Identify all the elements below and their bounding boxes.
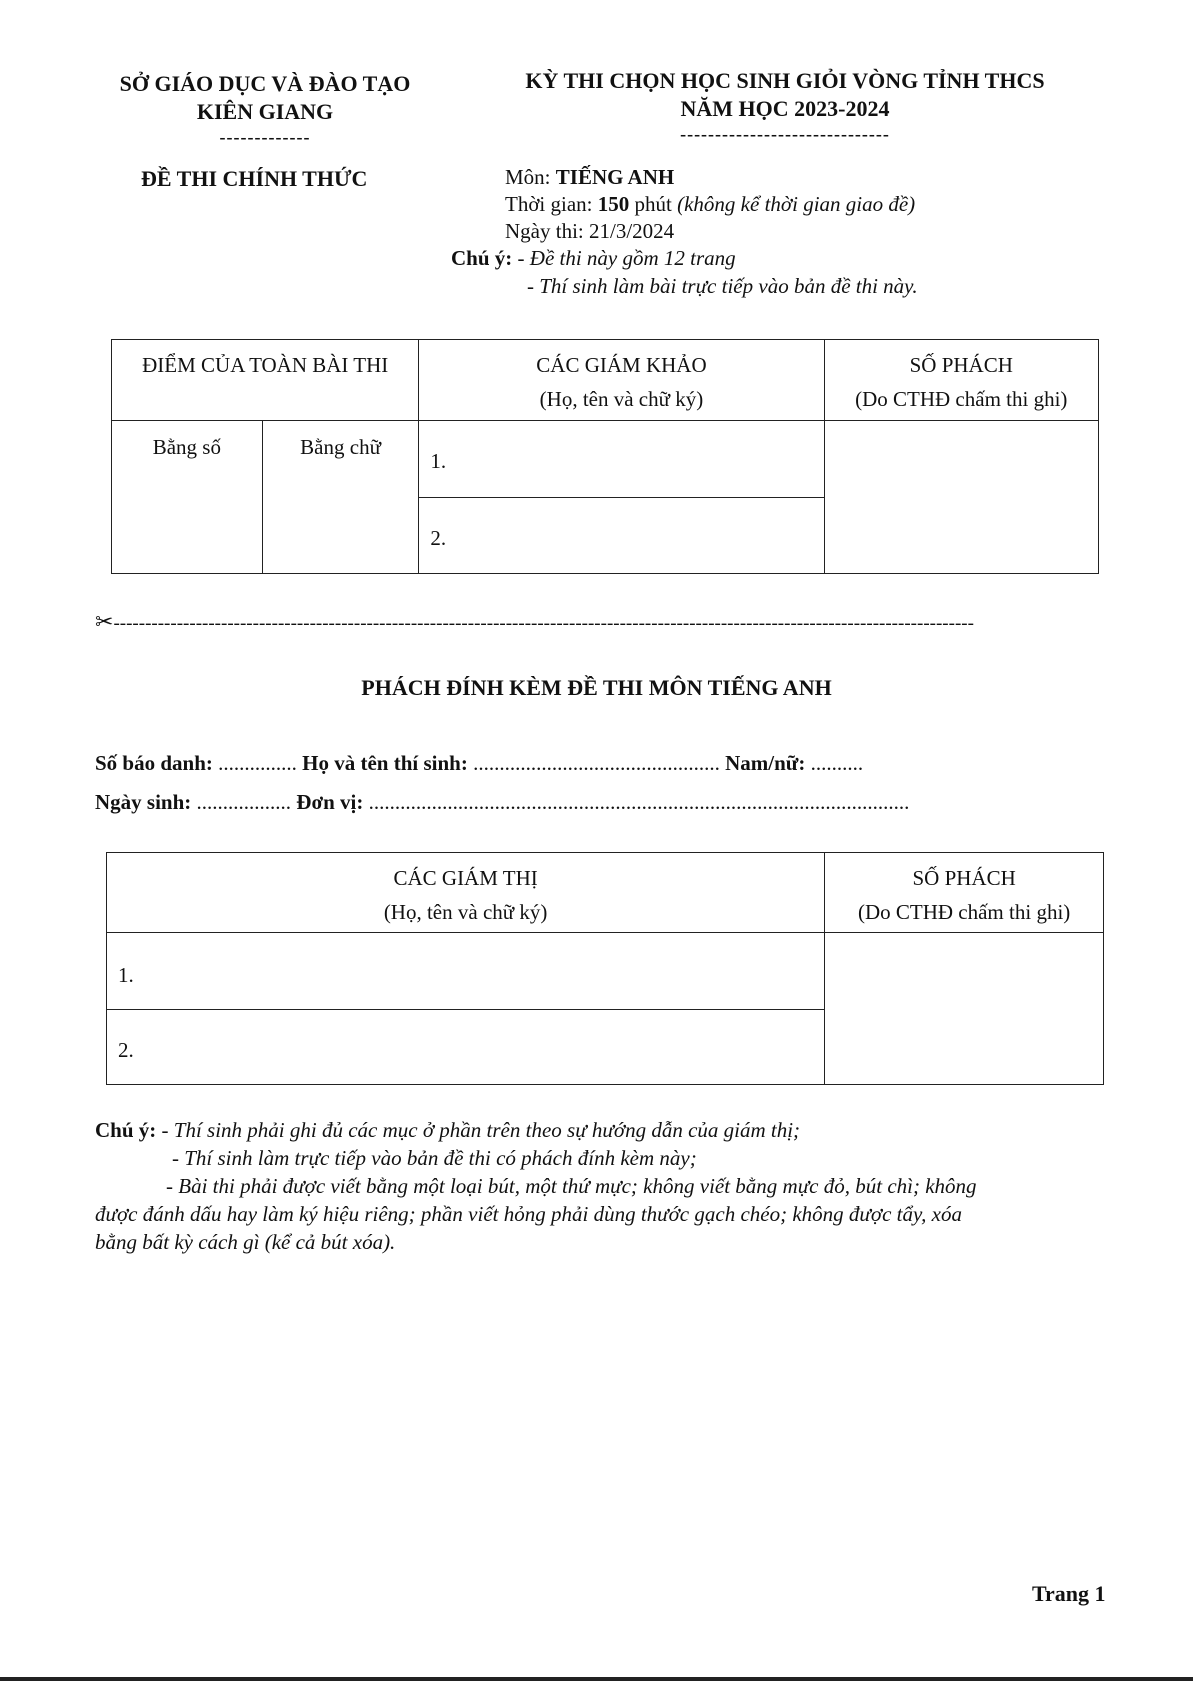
- scissors-icon: ✂: [95, 609, 114, 634]
- sbd-field[interactable]: ...............: [212, 751, 303, 775]
- gender-label: Nam/nữ:: [725, 751, 806, 775]
- score-number-cell[interactable]: Bằng số: [112, 421, 263, 574]
- exam-name: [470, 67, 1100, 143]
- official-exam-label: ĐỀ THI CHÍNH THỨC: [141, 166, 368, 191]
- cut-line: ✂----------------------------------------------------------------------------------------------------------------------------------------: [95, 609, 974, 634]
- score-words-cell[interactable]: Bằng chữ: [262, 421, 419, 574]
- time-value: 150: [597, 192, 630, 216]
- subject-value: TIẾNG ANH: [555, 165, 675, 189]
- footnote-line-3: - Bài thi phải được viết bằng một loại bút, một thứ mực; không viết bằng mực đỏ, bút chì; không: [166, 1174, 977, 1198]
- subject-line: Môn: TIẾNG ANH: [505, 165, 675, 189]
- time-note: (không kể thời gian giao đề): [677, 192, 916, 216]
- name-field[interactable]: ...............................................: [467, 751, 726, 775]
- exam-title-line2: NĂM HỌC 2023-2024: [680, 96, 890, 121]
- score-header: ĐIỂM CỦA TOÀN BÀI THI: [112, 340, 419, 421]
- examiner-2-cell[interactable]: 2.: [419, 498, 824, 574]
- dob-field[interactable]: ..................: [191, 790, 297, 814]
- attachment-title: PHÁCH ĐÍNH KÈM ĐỀ THI MÔN TIẾNG ANH: [361, 675, 832, 700]
- time-line: Thời gian: 150 phút (không kể thời gian giao đề): [505, 192, 916, 216]
- unit-field[interactable]: .......................................................................................................: [363, 790, 910, 814]
- dob-label: Ngày sinh:: [95, 790, 192, 814]
- candidate-info-row-1: [95, 751, 1115, 776]
- proctors-header: CÁC GIÁM THỊ (Họ, tên và chữ ký): [107, 853, 825, 933]
- code-header: SỐ PHÁCH (Do CTHĐ chấm thi ghi): [824, 340, 1098, 421]
- name-label: Họ và tên thí sinh:: [302, 751, 468, 775]
- candidate-info-row-2: [95, 790, 1115, 815]
- code-cell[interactable]: [824, 421, 1098, 574]
- date-line: Ngày thi: 21/3/2024: [505, 219, 675, 243]
- department-line1: SỞ GIÁO DỤC VÀ ĐÀO TẠO: [119, 71, 411, 96]
- date-value: 21/3/2024: [589, 219, 675, 243]
- proctor-code-cell[interactable]: [825, 933, 1104, 1085]
- exam-title-line1: KỲ THI CHỌN HỌC SINH GIỎI VÒNG TỈNH THCS: [525, 68, 1045, 93]
- department-name: [95, 70, 435, 146]
- proctor-1-cell[interactable]: 1.: [107, 933, 825, 1010]
- gender-field[interactable]: ..........: [805, 751, 864, 775]
- exam-note-1: Chú ý: - Đề thi này gồm 12 trang: [451, 246, 736, 270]
- footnote-line-2: - Thí sinh làm trực tiếp vào bản đề thi có phách đính kèm này;: [172, 1146, 697, 1170]
- examiners-header: CÁC GIÁM KHẢO (Họ, tên và chữ ký): [419, 340, 824, 421]
- exam-note-2: - Thí sinh làm bài trực tiếp vào bản đề thi này.: [527, 274, 918, 298]
- department-line2: KIÊN GIANG: [196, 99, 334, 124]
- department-rule: -------------: [219, 127, 311, 147]
- page-number: Trang 1: [1032, 1581, 1106, 1606]
- footnote-line-1: Chú ý: - Thí sinh phải ghi đủ các mục ở phần trên theo sự hướng dẫn của giám thị;: [95, 1118, 801, 1142]
- proctor-2-cell[interactable]: 2.: [107, 1010, 825, 1085]
- examiner-1-cell[interactable]: 1.: [419, 421, 824, 498]
- score-table: [111, 339, 1099, 574]
- footnote-line-5: bằng bất kỳ cách gì (kể cả bút xóa).: [95, 1230, 396, 1254]
- footnote-line-4: được đánh dấu hay làm ký hiệu riêng; phần viết hỏng phải dùng thước gạch chéo; không được tẩy, xóa: [95, 1202, 962, 1226]
- proctor-table: [106, 852, 1104, 1085]
- bottom-border: [0, 1677, 1193, 1681]
- proctor-code-header: SỐ PHÁCH (Do CTHĐ chấm thi ghi): [825, 853, 1104, 933]
- footnote-label: Chú ý:: [95, 1118, 162, 1142]
- exam-title-rule: ------------------------------: [680, 124, 890, 144]
- unit-label: Đơn vị:: [296, 790, 364, 814]
- sbd-label: Số báo danh:: [95, 751, 213, 775]
